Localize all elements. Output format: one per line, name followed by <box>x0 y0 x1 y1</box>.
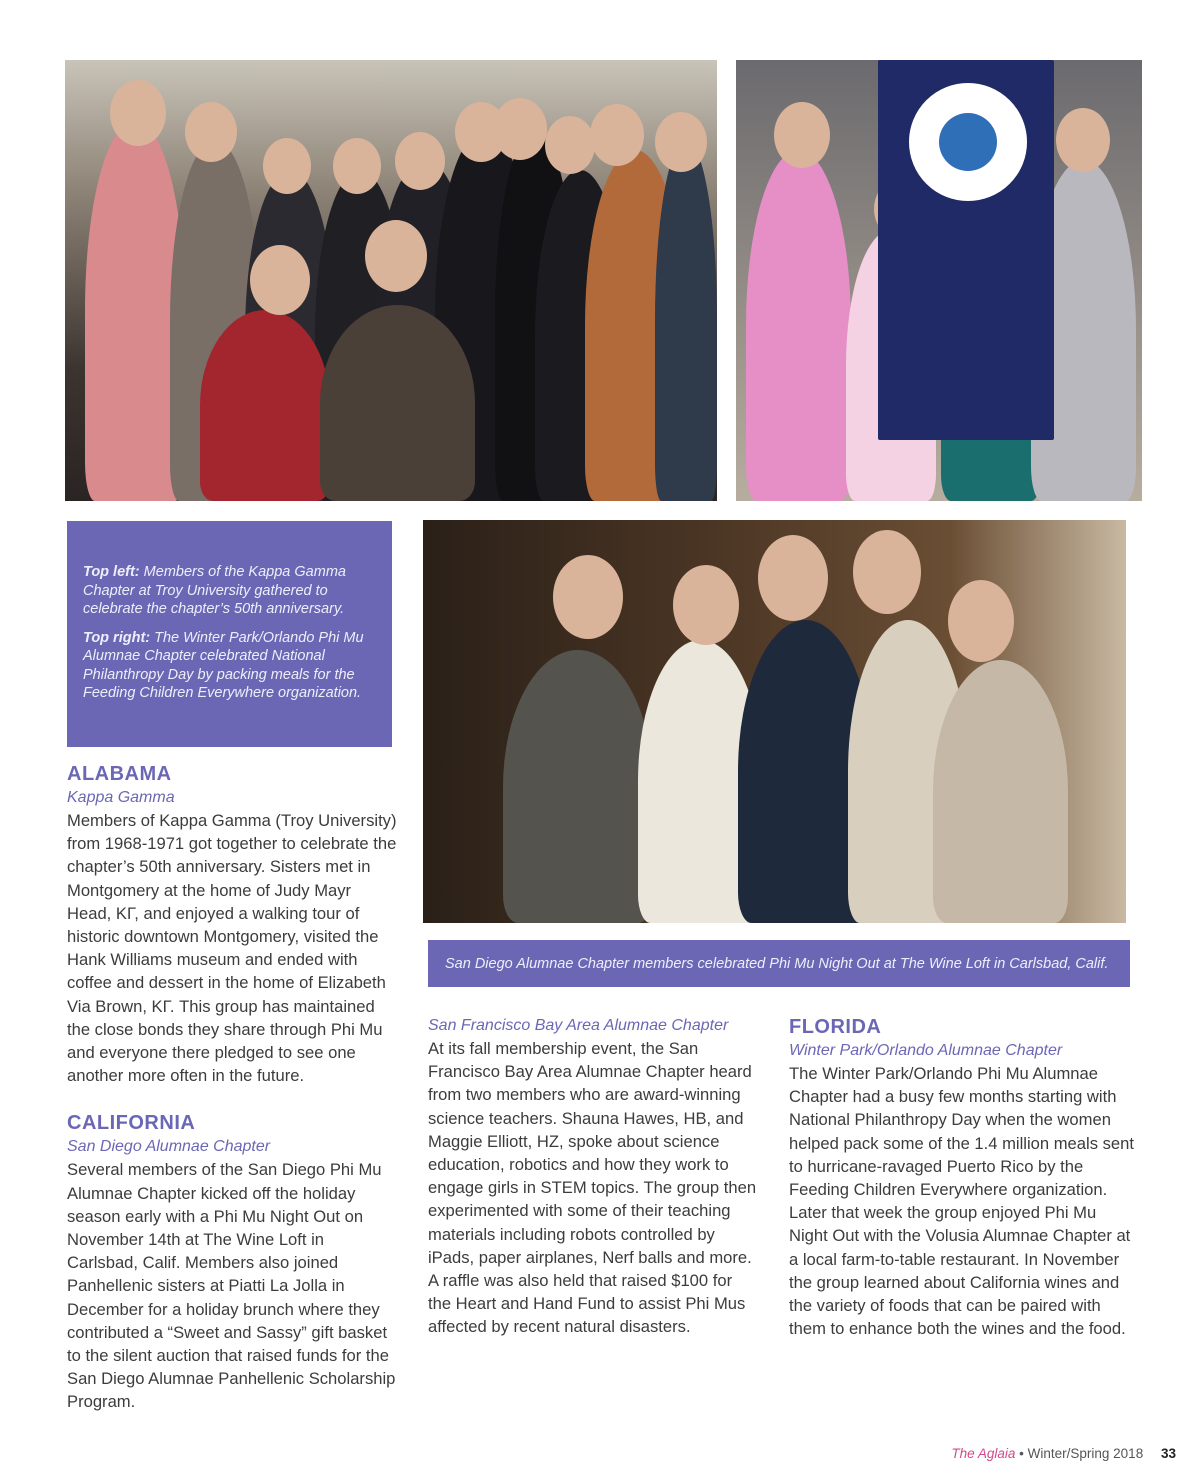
chapter-san-francisco: San Francisco Bay Area Alumnae Chapter <box>428 1017 729 1034</box>
footer-separator: • <box>1019 1446 1024 1461</box>
photo-caption-box <box>67 521 392 747</box>
caption-top-right-label: Top right: <box>83 629 151 646</box>
chapter-kappa-gamma: Kappa Gamma <box>67 789 175 806</box>
feeding-children-banner <box>878 60 1054 440</box>
california-body: Several members of the San Diego Phi Mu Alumnae Chapter kicked off the holiday season early with a Phi Mu Night Out on November 14th at The Wine Loft in Carlsbad, Calif. Members also joined Panhellenic sisters at Piatti La Jolla in December for a holiday brunch where they contributed a “Sweet and Sassy” gift basket to the silent auction that raised funds for the San Diego Alumnae Panhellenic Scholarship Program. <box>67 1160 396 1412</box>
alabama-body: Members of Kappa Gamma (Troy University) from 1968-1971 got together to celebrate the chapter’s 50th anniversary. Sisters met in Montgomery at the home of Judy Mayr Head, KΓ, and enjoyed a walking tour of historic downtown Montgomery, visited the Hank Williams museum and ended with coffee and dessert in the home of Elizabeth Via Brown, KΓ. This group has maintained the close bonds they share through Phi Mu and everyone there pledged to see one another more often in the future. <box>67 811 397 1086</box>
section-title-florida: FLORIDA <box>789 1016 882 1038</box>
page-footer <box>900 1444 1176 1464</box>
caption-top-right <box>83 629 376 703</box>
feeding-children-logo <box>906 80 1030 204</box>
footer-page-number: 33 <box>1160 1446 1176 1461</box>
florida-body: The Winter Park/Orlando Phi Mu Alumnae Chapter had a busy few months starting with National Philanthropy Day when the women helped pack some of the 1.4 million meals sent to hurricane-ravaged Puerto Rico by the Feeding Children Everywhere organization. Later that week the group enjoyed Phi Mu Night Out with the Volusia Alumnae Chapter at a local farm-to-table restaurant. In November the group learned about California wines and the variety of foods that can be paired with them to enhance both the wines and the food. <box>789 1064 1134 1339</box>
section-title-alabama: ALABAMA <box>67 763 172 785</box>
photo-kappa-gamma-group <box>65 60 717 501</box>
san-francisco-body: At its fall membership event, the San Francisco Bay Area Alumnae Chapter heard from two members who are award-winning science teachers. Shauna Hawes, HB, and Maggie Elliott, HZ, spoke about science education, robotics and how they work to engage girls in STEM topics. The group then experimented with some of their teaching materials including robots controlled by iPads, paper airplanes, Nerf balls and more. A raffle was also held that raised $100 for the Heart and Hand Fund to assist Phi Mus affected by recent natural disasters. <box>428 1039 757 1337</box>
caption-top-left <box>83 563 376 619</box>
caption-top-right-text: The Winter Park/Orlando Phi Mu Alumnae Chapter celebrated National Philanthropy Day by packing meals for the Feeding Children Everywhere organization. <box>83 629 364 701</box>
caption-top-left-text: Members of the Kappa Gamma Chapter at Troy University gathered to celebrate the chapter’s 50th anniversary. <box>83 564 346 617</box>
photo-san-diego-wine-loft <box>423 520 1126 923</box>
column-left <box>67 762 397 1414</box>
column-middle <box>428 1014 758 1339</box>
footer-issue: Winter/Spring 2018 <box>1027 1446 1144 1461</box>
caption-middle-photo: San Diego Alumnae Chapter members celebrated Phi Mu Night Out at The Wine Loft in Carlsbad, Calif. <box>428 940 1130 987</box>
chapter-winter-park-orlando: Winter Park/Orlando Alumnae Chapter <box>789 1042 1063 1059</box>
section-title-california: CALIFORNIA <box>67 1112 196 1135</box>
column-right <box>789 1015 1134 1340</box>
chapter-san-diego: San Diego Alumnae Chapter <box>67 1138 271 1156</box>
caption-top-left-label: Top left: <box>83 564 140 580</box>
globe-icon <box>939 113 997 171</box>
footer-magazine-title: The Aglaia <box>951 1446 1016 1461</box>
